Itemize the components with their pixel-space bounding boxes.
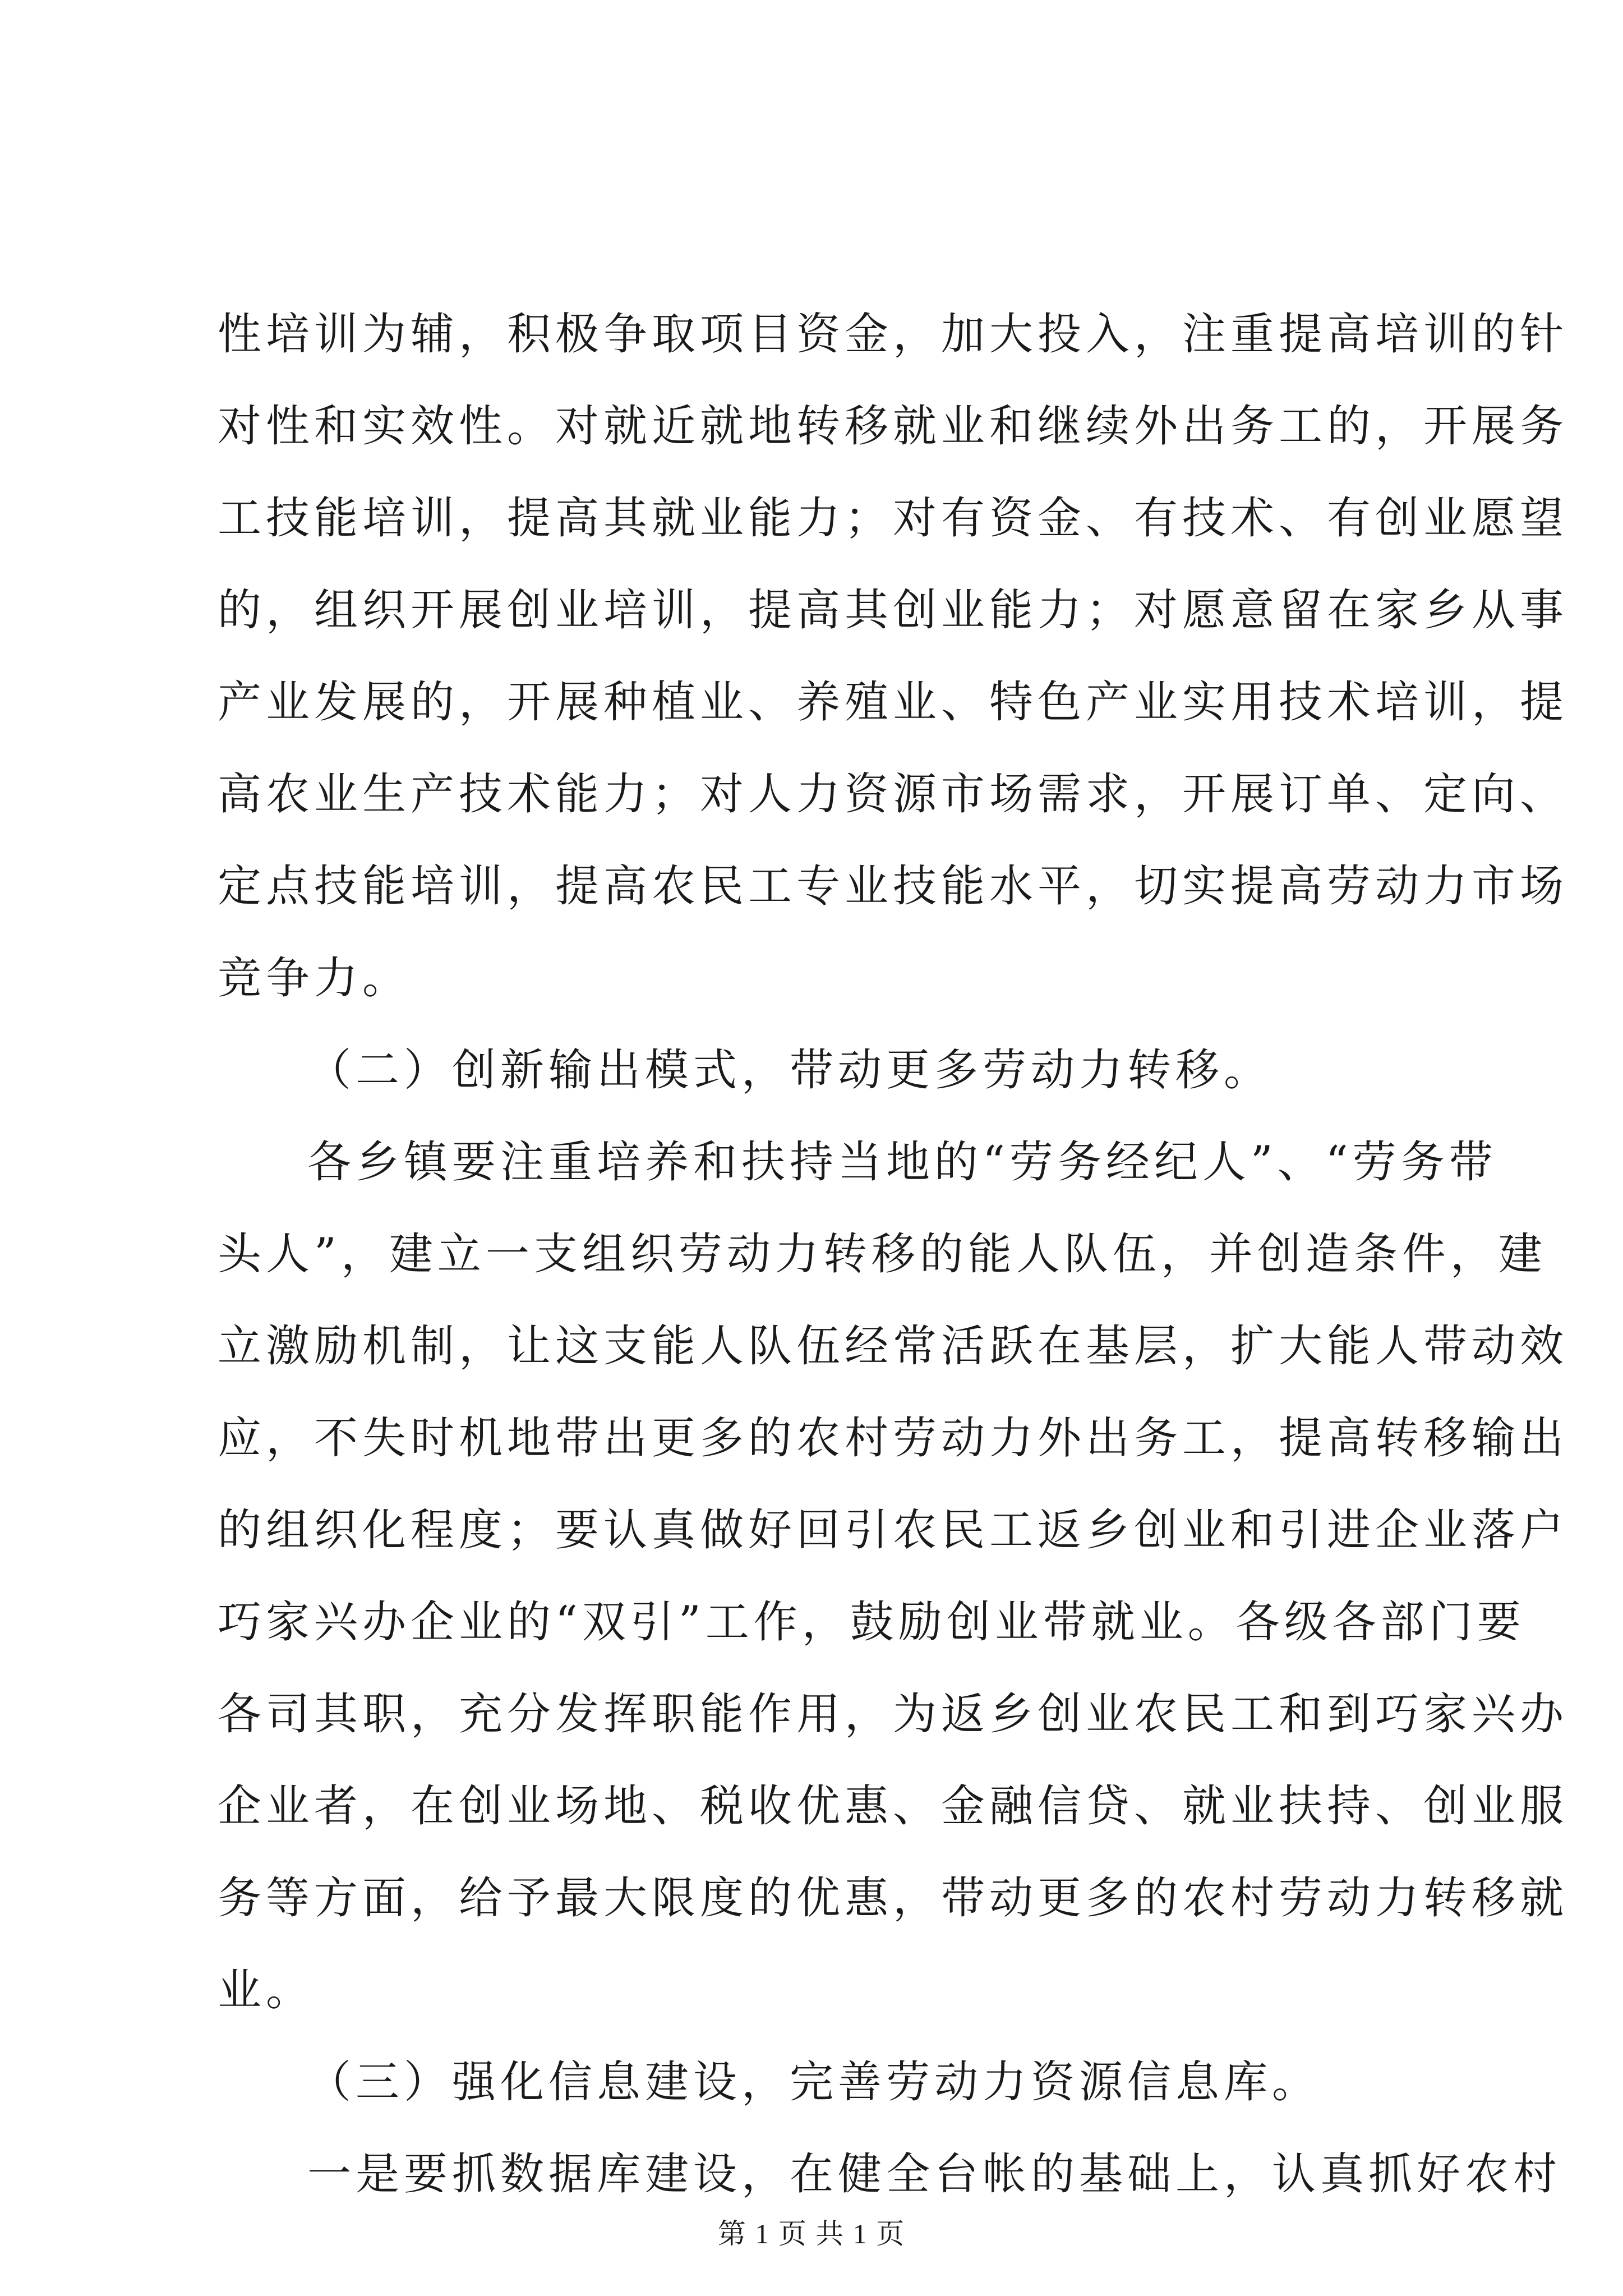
text-line: 竞争力。 [218, 953, 411, 1004]
text-line: 高农业生产技术能力；对人力资源市场需求，开展订单、定向、 [218, 769, 1569, 820]
text-line: 务等方面，给予最大限度的优惠，带动更多的农村劳动力转移就 [218, 1873, 1569, 1924]
text-line: 各司其职，充分发挥职能作用，为返乡创业农民工和到巧家兴办 [218, 1689, 1569, 1740]
text-line: 对性和实效性。对就近就地转移就业和继续外出务工的，开展务 [218, 401, 1569, 452]
text-line: 立激励机制，让这支能人队伍经常活跃在基层，扩大能人带动效 [218, 1321, 1569, 1372]
text-line: 的组织化程度；要认真做好回引农民工返乡创业和引进企业落户 [218, 1505, 1569, 1556]
text-line: 性培训为辅，积极争取项目资金，加大投入，注重提高培训的针 [218, 309, 1569, 360]
text-line: 产业发展的，开展种植业、养殖业、特色产业实用技术培训，提 [218, 677, 1569, 728]
text-line: 工技能培训，提高其就业能力；对有资金、有技术、有创业愿望 [218, 493, 1569, 544]
text-line: 巧家兴办企业的“双引”工作，鼓励创业带就业。各级各部门要 [218, 1597, 1525, 1648]
text-line: 企业者，在创业场地、税收优惠、金融信贷、就业扶持、创业服 [218, 1781, 1569, 1832]
section-heading: （二）创新输出模式，带动更多劳动力转移。 [307, 1045, 1272, 1096]
text-line: 应，不失时机地带出更多的农村劳动力外出务工，提高转移输出 [218, 1413, 1569, 1464]
page-footer: 第 1 页 共 1 页 [717, 2218, 906, 2249]
text-line: 的，组织开展创业培训，提高其创业能力；对愿意留在家乡从事 [218, 585, 1569, 636]
text-line: 定点技能培训，提高农民工专业技能水平，切实提高劳动力市场 [218, 861, 1569, 912]
text-line: 业。 [218, 1965, 315, 2016]
text-line: 头人”，建立一支组织劳动力转移的能人队伍，并创造条件，建 [218, 1229, 1547, 1280]
text-line: 各乡镇要注重培养和扶持当地的“劳务经纪人”、“劳务带 [307, 1137, 1497, 1188]
section-heading: （三）强化信息建设，完善劳动力资源信息库。 [307, 2057, 1321, 2108]
text-line: 一是要抓数据库建设，在健全台帐的基础上，认真抓好农村 [307, 2149, 1562, 2200]
